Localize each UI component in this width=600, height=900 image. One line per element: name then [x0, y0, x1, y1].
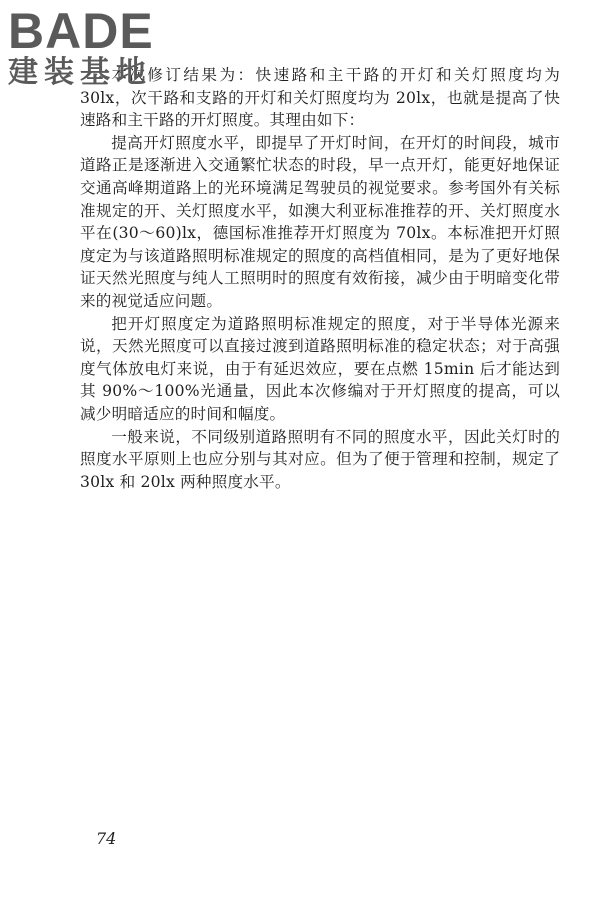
- document-body: [80, 64, 560, 493]
- watermark-logo: [6, 4, 176, 88]
- paragraph-1: 本次修订结果为：快速路和主干路的开灯和关灯照度均为 30lx，次干路和支路的开灯和关灯照度均为 20lx，也就是提高了快速路和主干路的开灯照度。其理由如下：: [80, 66, 560, 130]
- watermark-subtitle-text: 建装基地: [8, 55, 152, 88]
- watermark-logo-graphic: [6, 4, 176, 88]
- paragraph-3: 把开灯照度定为道路照明标准规定的照度，对于半导体光源来说，天然光照度可以直接过渡到道路照明标准的稳定状态；对于高强度气体放电灯来说，由于有延迟效应，要在点燃 15min 后才能达到其 90%～100%光通量，因此本次修编对于开灯照度的提高，可以减少明暗适应的时间和幅度。: [80, 314, 560, 423]
- paragraph-4: 一般来说，不同级别道路照明有不同的照度水平，因此关灯时的照度水平原则上也应分别与其对应。但为了便于管理和控制，规定了 30lx 和 20lx 两种照度水平。: [80, 427, 560, 491]
- page-number: 74: [96, 829, 117, 848]
- paragraph-2: 提高开灯照度水平，即提早了开灯时间，在开灯的时间段，城市道路正是逐渐进入交通繁忙状态的时段，早一点开灯，能更好地保证交通高峰期道路上的光环境满足驾驶员的视觉要求。参考国外有关标准规定的开、关灯照度水平，如澳大利亚标准推荐的开、关灯照度水平在(30～60)lx，德国标准推荐开灯照度为 70lx。本标准把开灯照度定为与该道路照明标准规定的照度的高档值相同，是为了更好地保证天然光照度与纯人工照明时的照度有效衔接，减少由于明暗变化带来的视觉适应问题。: [80, 133, 560, 310]
- watermark-brand-text: BADE: [8, 4, 154, 59]
